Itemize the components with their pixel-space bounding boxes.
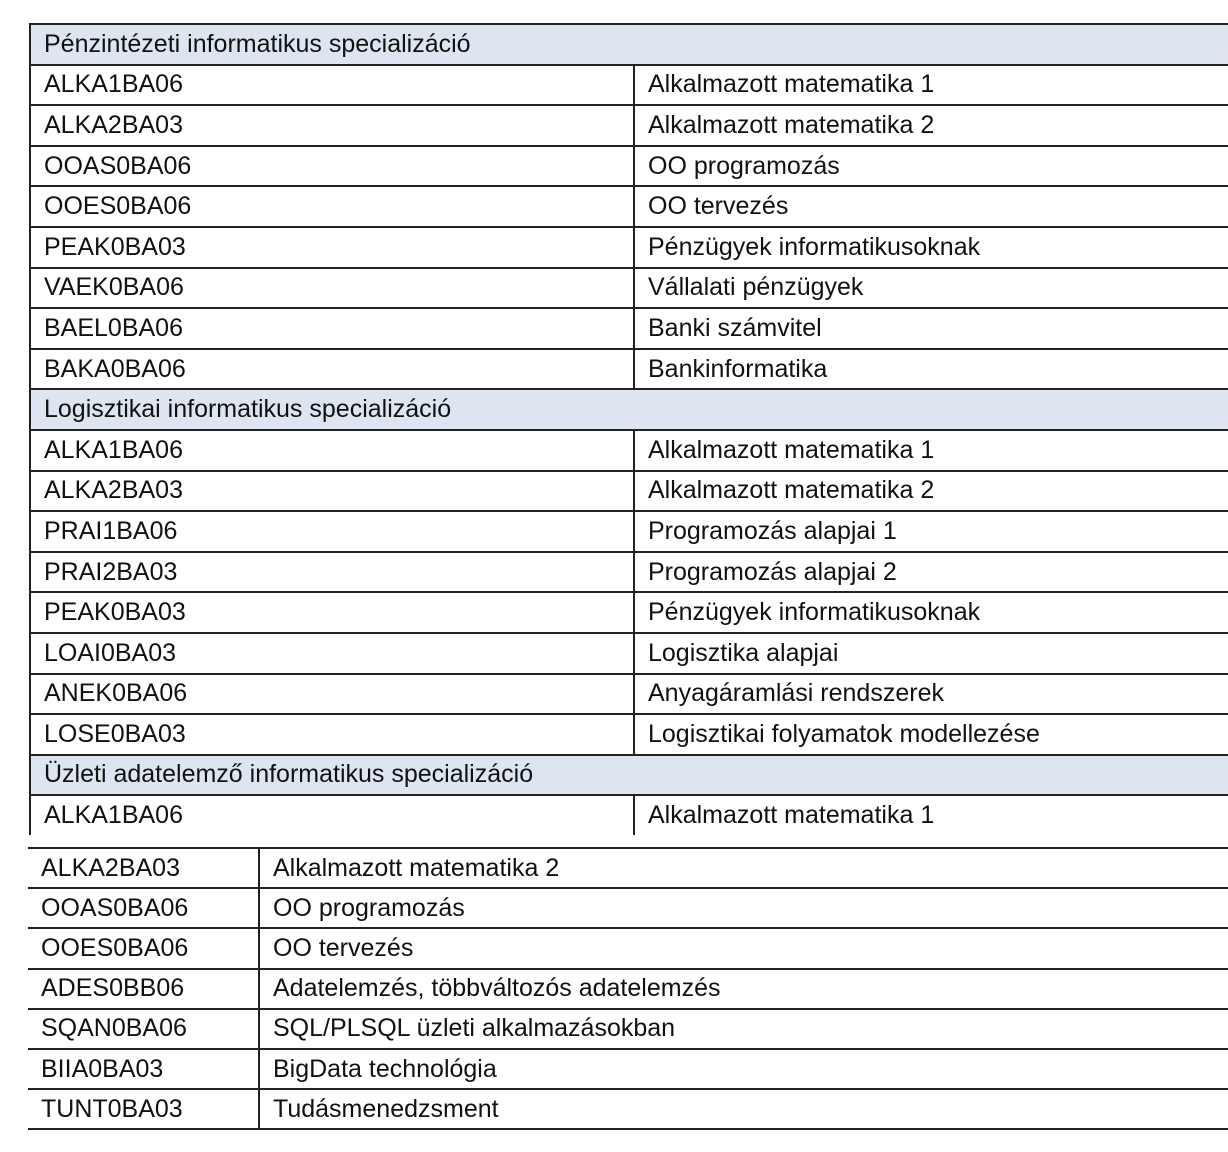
course-name: Alkalmazott matematika 1 <box>634 430 1228 471</box>
course-name: Alkalmazott matematika 2 <box>634 471 1228 512</box>
specialization-table <box>29 23 1228 835</box>
table-row <box>30 511 1228 552</box>
course-code: LOSE0BA03 <box>30 714 634 755</box>
course-code: OOAS0BA06 <box>28 888 259 928</box>
section-header-row <box>30 24 1228 65</box>
table-row <box>30 349 1228 390</box>
specialization-table-continued <box>28 847 1228 1130</box>
course-code: BAEL0BA06 <box>30 308 634 349</box>
course-name: Alkalmazott matematika 1 <box>634 795 1228 835</box>
course-name: Adatelemzés, többváltozós adatelemzés <box>259 969 1228 1009</box>
table-row <box>30 552 1228 593</box>
course-name: OO programozás <box>634 146 1228 187</box>
course-code: SQAN0BA06 <box>28 1009 259 1049</box>
table-row <box>28 1049 1228 1089</box>
course-code: PRAI1BA06 <box>30 511 634 552</box>
course-name: BigData technológia <box>259 1049 1228 1089</box>
course-name: Tudásmenedzsment <box>259 1089 1228 1129</box>
course-code: PRAI2BA03 <box>30 552 634 593</box>
course-code: OOAS0BA06 <box>30 146 634 187</box>
table-row <box>30 714 1228 755</box>
section-title: Pénzintézeti informatikus specializáció <box>30 24 1228 65</box>
course-code: ALKA2BA03 <box>30 105 634 146</box>
course-name: Banki számvitel <box>634 308 1228 349</box>
table-row <box>28 969 1228 1009</box>
course-code: ALKA2BA03 <box>28 848 259 888</box>
course-name: Pénzügyek informatikusoknak <box>634 592 1228 633</box>
course-name: Anyagáramlási rendszerek <box>634 674 1228 715</box>
table-row <box>30 308 1228 349</box>
course-name: OO programozás <box>259 888 1228 928</box>
table-row <box>30 105 1228 146</box>
course-name: OO tervezés <box>259 928 1228 968</box>
course-code: ADES0BB06 <box>28 969 259 1009</box>
course-code: VAEK0BA06 <box>30 268 634 309</box>
table-row <box>28 1089 1228 1129</box>
table-row <box>30 674 1228 715</box>
table-row <box>28 1009 1228 1049</box>
course-code: ALKA1BA06 <box>30 430 634 471</box>
course-name: Logisztikai folyamatok modellezése <box>634 714 1228 755</box>
course-name: Alkalmazott matematika 2 <box>259 848 1228 888</box>
course-code: PEAK0BA03 <box>30 592 634 633</box>
section-title: Üzleti adatelemző informatikus specializáció <box>30 755 1228 796</box>
section-header-row <box>30 389 1228 430</box>
course-code: ALKA1BA06 <box>30 795 634 835</box>
course-name: Programozás alapjai 1 <box>634 511 1228 552</box>
table-row <box>30 268 1228 309</box>
course-name: OO tervezés <box>634 186 1228 227</box>
course-name: Bankinformatika <box>634 349 1228 390</box>
course-code: TUNT0BA03 <box>28 1089 259 1129</box>
course-name: Programozás alapjai 2 <box>634 552 1228 593</box>
course-code: ALKA1BA06 <box>30 65 634 106</box>
course-code: OOES0BA06 <box>30 186 634 227</box>
section-header-row <box>30 755 1228 796</box>
table-row <box>30 227 1228 268</box>
course-code: ALKA2BA03 <box>30 471 634 512</box>
table-row <box>28 888 1228 928</box>
table-row <box>30 471 1228 512</box>
table-row <box>30 592 1228 633</box>
course-code: BIIA0BA03 <box>28 1049 259 1089</box>
course-code: BAKA0BA06 <box>30 349 634 390</box>
section-title: Logisztikai informatikus specializáció <box>30 389 1228 430</box>
table-row <box>30 633 1228 674</box>
course-code: ANEK0BA06 <box>30 674 634 715</box>
table-row <box>30 65 1228 106</box>
course-code: LOAI0BA03 <box>30 633 634 674</box>
table-row <box>30 146 1228 187</box>
course-name: Alkalmazott matematika 1 <box>634 65 1228 106</box>
course-code: OOES0BA06 <box>28 928 259 968</box>
course-name: Alkalmazott matematika 2 <box>634 105 1228 146</box>
table-row <box>28 848 1228 888</box>
course-name: Pénzügyek informatikusoknak <box>634 227 1228 268</box>
course-name: Logisztika alapjai <box>634 633 1228 674</box>
course-name: SQL/PLSQL üzleti alkalmazásokban <box>259 1009 1228 1049</box>
table-row <box>30 795 1228 835</box>
table-row <box>28 928 1228 968</box>
table-row <box>30 430 1228 471</box>
course-name: Vállalati pénzügyek <box>634 268 1228 309</box>
table-row <box>30 186 1228 227</box>
course-code: PEAK0BA03 <box>30 227 634 268</box>
